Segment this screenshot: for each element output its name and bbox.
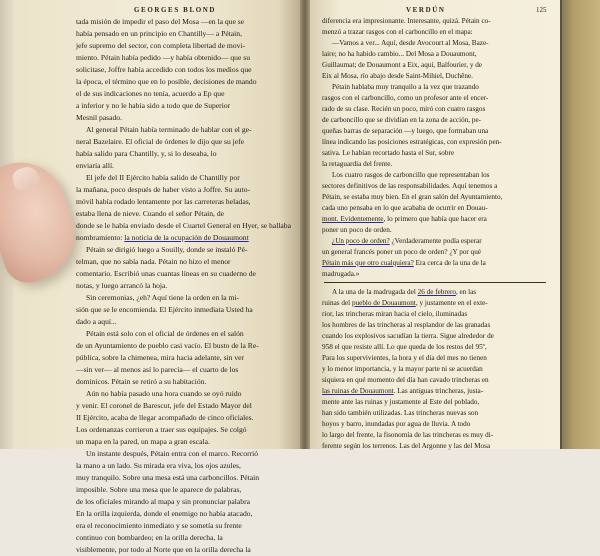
text-line: poner un poco de orden. (322, 226, 392, 234)
text-line: telman, que no sabía nada. Pétain no hizo el menor (76, 257, 231, 266)
text-line: era el reconocimiento inmediato y se sometía su frente (76, 521, 242, 530)
text-line: y venir. El coronel de Barescut, jefe del Estado Mayor del (76, 401, 252, 410)
text-line: mont. Evidentemente, lo primero que había que hacer era (322, 215, 487, 223)
text-line: En la orilla izquierda, donde el enemigo no había atacado, (76, 509, 253, 518)
text-line: visiblemente, por todo al Norte que en la orilla derecha la (76, 545, 251, 554)
text-line: estaba llena de nieve. Cuando el señor Pétain, de (76, 209, 225, 218)
text-line: muy tranquilo. Sobre una mesa está una carboncillos. Pétain (76, 473, 260, 482)
text-line: siquiera en qué momento del día han cavado trincheras en (322, 376, 489, 384)
text-line: hoyos y barro, inundadas por agua de lluvia. A todo (322, 420, 471, 428)
text-line: de carboncillo que se dividían en la zona de acción, pe- (322, 116, 482, 124)
section-divider (324, 282, 546, 283)
text-line: tada misión de impedir el paso del Mosa —en la que se (76, 17, 245, 26)
thumbnail-nail (10, 164, 42, 193)
right-page (310, 0, 562, 449)
right-page-text (322, 16, 554, 452)
text-line: rior, las trincheras miran hacia el cielo, iluminadas (322, 310, 468, 318)
text-line: ruinas del pueblo de Douaumont, y justamente en el exte- (322, 299, 488, 307)
text-line: los hombres de las trincheras al resplandor de las granadas (322, 321, 491, 329)
text-line: mente ante las ruinas y justamente al Este del poblado, (322, 398, 480, 406)
text-line: jefe supremo del sector, con completa libertad de movi- (76, 41, 246, 50)
text-line: el de sus indicaciones no tenía, acuerdo a Ep que (76, 89, 225, 98)
text-line: solicitase, Joffre había accedido con todos los medios que (76, 65, 252, 74)
text-line: Aún no había pasado una hora cuando se oyó ruido (86, 389, 242, 398)
text-line: ferente según los terrenos. Las del Argonne y las del Mosa (322, 442, 491, 450)
text-line: rado de su clase. Recién un poco, miró con cuatro rasgos (322, 105, 486, 113)
text-line: queñas barras de separación —y luego, que formaban una (322, 127, 489, 135)
text-line: un mapa en la pared, un mapa a gran escala. (76, 437, 210, 446)
text-line: nombramiento: la noticia de la ocupación de Douaumont (76, 233, 249, 242)
text-line: móvil había rodado lentamente por las carreteras heladas, (76, 197, 251, 206)
text-line: línea indicando las posiciones estratégicas, con expresión pen- (322, 138, 502, 146)
text-line: Para los supervivientes, la hora y el día del mes no tienen (322, 354, 487, 362)
left-running-header: GEORGES BLOND (134, 6, 217, 14)
text-line: sectores definitivos de las responsabilidades. Aquí tenemos a (322, 182, 498, 190)
text-line: la mañana, poco después de haber visto a Joffre. Su auto- (76, 185, 251, 194)
text-line: pública, sobre la chimenea, mira hacia adelante, sin ver (76, 353, 245, 362)
text-line: Los ordenanzas corrieron a traer sus equipajes. Se colgó (76, 425, 247, 434)
text-line: donde se le había enviado desde el Cuartel General en Hyer, se hallaba (76, 221, 291, 230)
text-line: —sin ver— al menos así lo parecía— el cuarto de los (76, 365, 239, 374)
text-line: II Ejército, acaba de llegar acompañado de cinco oficiales. (76, 413, 254, 422)
text-line: un general francés poner un poco de orden? ¿Y por qué (322, 248, 481, 256)
text-line: dominicos. Pétain se retiró a su habitación. (76, 377, 207, 386)
text-line: y lo menor importancia, y la mayor parte ni se acuerdan (322, 365, 483, 373)
left-page-text (76, 16, 294, 556)
text-line: Pétain más que otro cualquiera? Era cerca de la una de la (322, 259, 486, 267)
text-line: las ruinas de Douaumont. Las antiguas trincheras, justa- (322, 387, 484, 395)
right-running-header: VERDÚN (406, 6, 446, 14)
text-line: El jefe del II Ejército había salido de Chantilly por (86, 173, 240, 182)
text-line: Eix al Mosa, río abajo desde Saint-Mihiel, Duchêne. (322, 72, 473, 80)
text-line: imposible. Sobre una mesa que le aparece de palabras, (76, 485, 242, 494)
left-page (14, 0, 302, 554)
text-line: notas, y luego arrancó la hoja. (76, 281, 168, 290)
text-line: la retaguardia del frente. (322, 160, 393, 168)
text-line: lo largo del frente, la fisonomía de las trincheras es muy di- (322, 431, 494, 439)
text-line: Al general Pétain había terminado de hablar con el ge- (86, 125, 252, 134)
text-line: la época, el término que en lo posible, decisiones de mando (76, 77, 257, 86)
text-line: laire; no ha habido cambio... Del Mosa a Douaumont, (322, 50, 477, 58)
text-line: Mesnil pasado. (76, 113, 122, 122)
text-line: continuo con bombardeo; en la orilla derecha, la (76, 533, 223, 542)
text-line: Guillaumat; de Douaumont a Eix, aquí, Balfourier, y de (322, 61, 482, 69)
text-line: sión que se le encomienda. El Ejército inmediata Usted ha (76, 305, 253, 314)
text-line: sativa. Le habían recortado hasta el Sur, sobre (322, 149, 455, 157)
text-line: Un instante después, Pétain entra con el marco. Recorrió (86, 449, 259, 458)
text-line: comentario. Escribió unas cuantas líneas en su cuaderno de (76, 269, 256, 278)
text-line: Los cuatro rasgos de carboncillo que representaban los (332, 171, 490, 179)
text-line: Pétain está solo con el oficial de órdenes en el salón (86, 329, 244, 338)
text-line: había salido para Chantilly, y, si lo deseaba, lo (76, 149, 217, 158)
text-line: cada uno pensaba en lo que acababa de ocurrir en Douau- (322, 204, 488, 212)
text-line: A la una de la madrugada del 26 de febrero, en las (332, 288, 477, 296)
text-line: había pensado en un principio en Chantilly— a Pétain, (76, 29, 242, 38)
thumb (0, 151, 87, 289)
text-line: Pétain se dirigió luego a Souilly, donde se instaló Pé- (86, 245, 248, 254)
text-line: Pétain, se estaba muy bien. En el gran salón del Ayuntamiento, (322, 193, 503, 201)
text-line: la mano a un lado. Su mirada era viva, los ojos azules, (76, 461, 241, 470)
book-cover-edge (562, 0, 600, 449)
text-line: dado a aquí... (76, 317, 117, 326)
page-number: 125 (536, 6, 547, 14)
text-line: neral Bazelaire. El oficial de órdenes le dijo que su jefe (76, 137, 245, 146)
text-line: madrugada.» (322, 270, 360, 278)
book-gutter (300, 0, 310, 449)
text-line: 958 el que resiste allí. Lo que queda de los restos del 95º, (322, 343, 487, 351)
text-line: cuando los explosivos sacudían la tierra. Sigue alrededor de (322, 332, 494, 340)
text-line: rasgos con el carboncillo, como un profesor ante el encer- (322, 94, 489, 102)
text-line: miento. Pétain había pedido —y había obtenido— que su (76, 53, 250, 62)
text-line: menzó a trazar rasgos con el carboncillo en el mapa: (322, 28, 473, 36)
text-line: diferencia era impresionante. Interesante, quizá. Pétain co- (322, 17, 491, 25)
text-line: Pétain hablaba muy tranquilo a la vez que trazando (332, 83, 479, 91)
text-line: Sin ceremonias, ¿eh? Aquí tiene la orden en la mi- (86, 293, 240, 302)
text-line: ¿Un poco de orden? ¿Verdaderamente podía esperar (332, 237, 482, 245)
text-line: a inferior y no le había sido a todo que de Superior (76, 101, 231, 110)
text-line: han sido también utilizadas. Las trincheras nuevas son (322, 409, 479, 417)
text-line: de los oficiales mirando al mapa y sin pronunciar palabra (76, 497, 250, 506)
text-line: —Vamos a ver... Aquí, desde Avocourt al Mosa, Baze- (332, 39, 489, 47)
text-line: de un Ayuntamiento de pueblo casi vacío. El busto de la Re- (76, 341, 259, 350)
text-line: enviaría allí. (76, 161, 114, 170)
